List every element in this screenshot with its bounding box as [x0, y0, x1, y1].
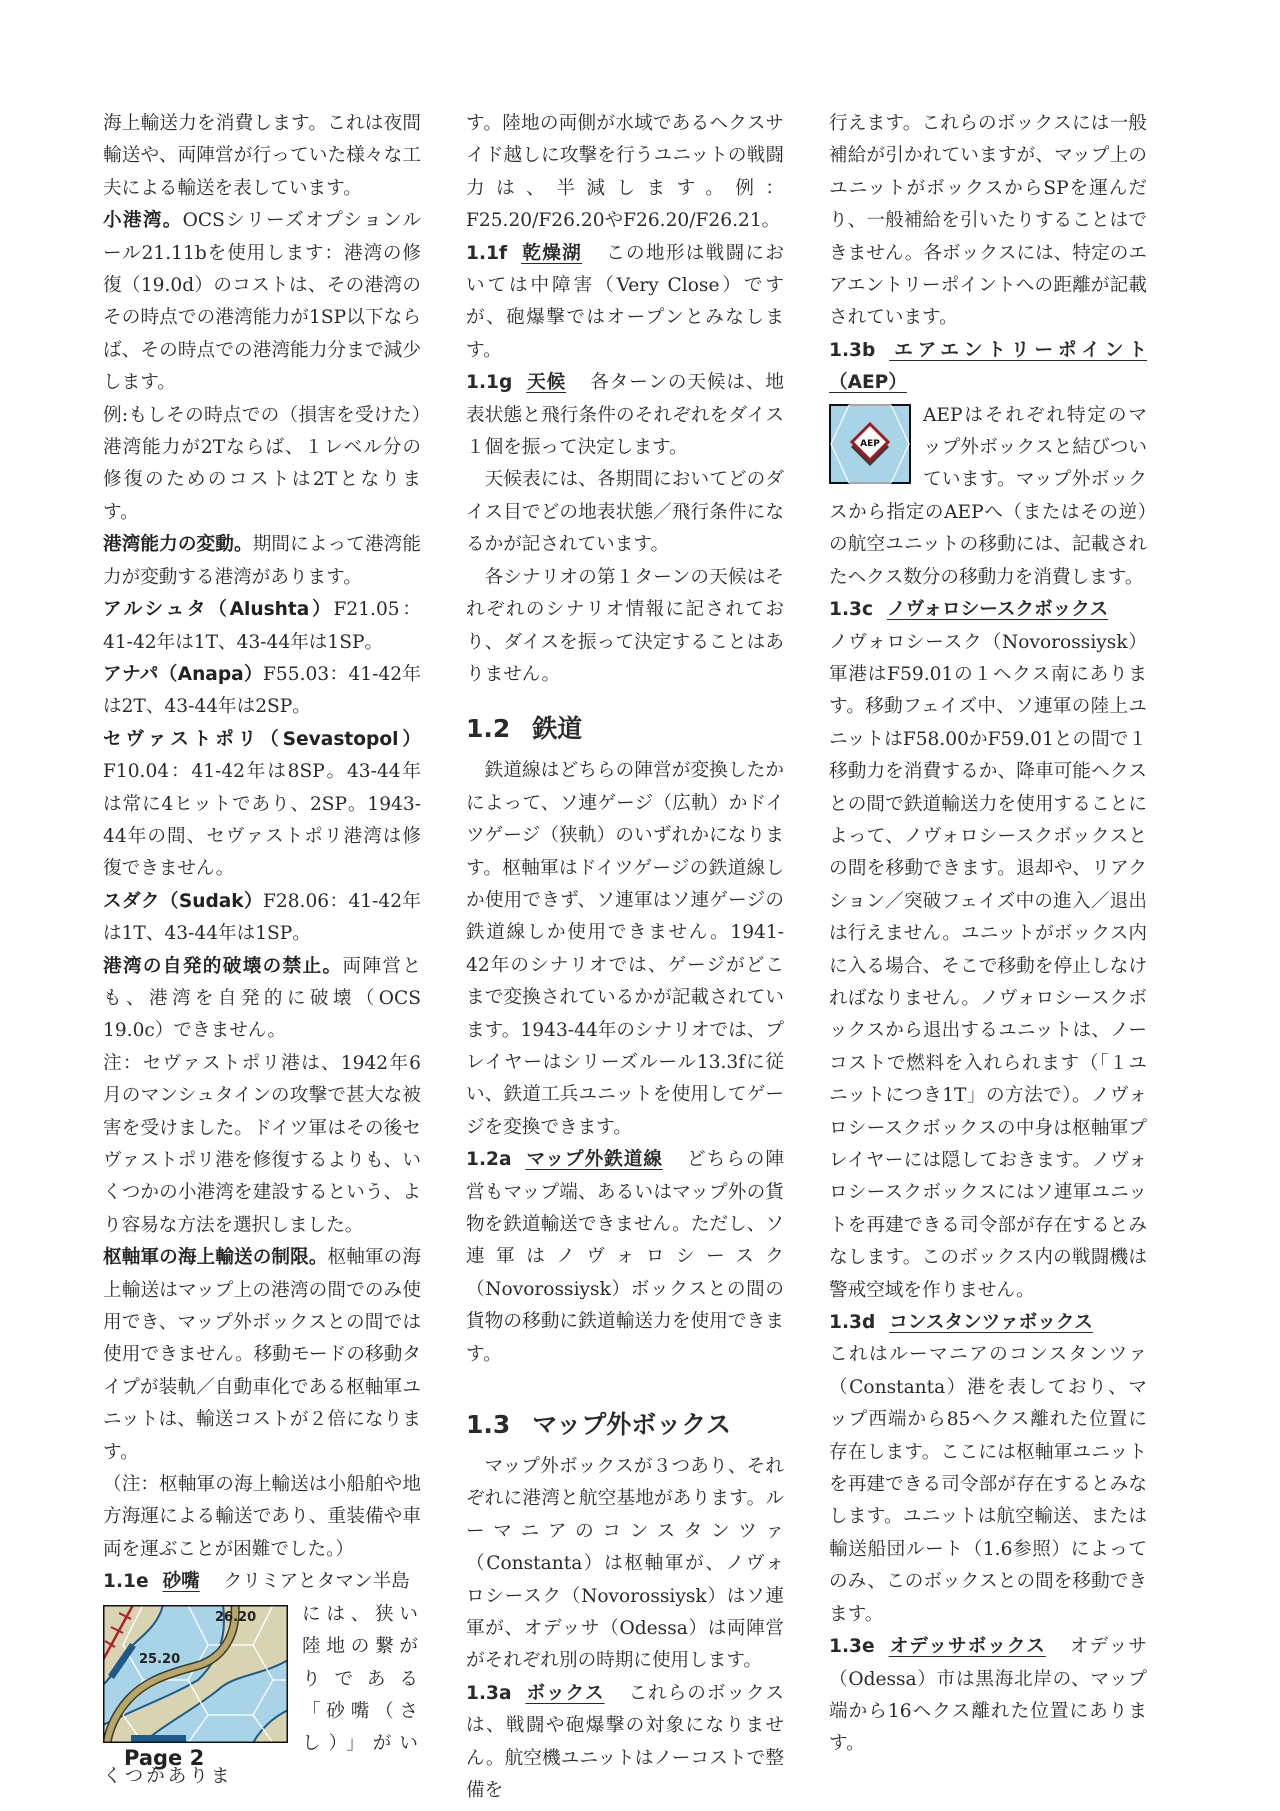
paragraph-anapa — [103, 659, 421, 724]
rule-1-3c — [829, 594, 1147, 1307]
bold-lead: アルシュタ（Alushta） — [103, 599, 334, 621]
body-text: 期間によって港湾能力が変動する港湾があります。 — [103, 534, 421, 588]
paragraph — [103, 108, 421, 205]
bold-lead: アナパ（Anapa） — [103, 663, 264, 685]
body-text: す。陸地の両側が水域であるヘクスサイド越しに攻撃を行うユニットの戦闘力は、半減します。例：F25.20/F26.20やF26.20/F26.21。 — [466, 113, 784, 232]
bold-lead: セヴァストポリ（Sevastopol） — [103, 728, 421, 750]
paragraph — [829, 108, 1147, 335]
body-text: 海上輸送力を消費します。これは夜間輸送や、両陣営が行っていた様々な工夫による輸送を表しています。 — [103, 113, 421, 199]
body-text: オデッサ（Odessa）市は黒海北岸の、マップ端から16ヘクス離れた位置にあります。 — [829, 1636, 1147, 1755]
body-text: 例:もしその時点での（損害を受けた）港湾能力が2Tならば、１レベル分の修復のためのコストは2Tとなります。 — [103, 404, 421, 523]
rule-title: 天候 — [526, 372, 567, 394]
paragraph — [466, 1451, 784, 1678]
bold-lead: スダク（Sudak） — [103, 890, 263, 912]
rule-1-1e — [103, 1566, 421, 1598]
paragraph-minor-ports — [103, 205, 421, 399]
rule-title: オデッサボックス — [888, 1636, 1046, 1658]
rule-1-3a — [466, 1678, 784, 1808]
rule-number: 1.3a — [466, 1682, 512, 1704]
paragraph-no-demolition — [103, 951, 421, 1048]
section-heading-1-3 — [466, 1409, 784, 1441]
body-text: F21.05：41-42年は1T、43-44年は1SP。 — [103, 599, 421, 653]
body-text: 枢軸軍の海上輸送はマップ上の港湾の間でのみ使用でき、マップ外ボックスとの間では使用できません。移動モードの移動タイプが装軌／自動車化である枢軸軍ユニットは、輸送コストが２倍になります。 — [103, 1247, 421, 1463]
rule-1-3b-body — [829, 400, 1147, 594]
body-text: ノヴォロシースク（Novorossiysk）軍港はF59.01の１ヘクス南にあります。移動フェイズ中、ソ連軍の陸上ユニットはF58.00かF59.01との間で１移動力を消費するか、降車可能ヘクスとの間で鉄道輸送力を使用することによって、ノヴォロシースクボックスとの間を移動できます。退却や、リアクション／突破フェイズ中の進入／退出は行えません。ユニットがボックス内に入る場合、そこで移動を停止しなければなりません。ノヴォロシースクボックスから退出するユニットは、ノーコストで燃料を入れられます（「１ユニットにつき1T」の方法で）。ノヴォロシースクボックスの中身は枢軸軍プレイヤーには隠しておきます。ノヴォロシースクボックスにはソ連軍ユニットを再建できる司令部が存在するとみなします。このボックス内の戦闘機は警戒空域を作りません。 — [829, 631, 1147, 1301]
body-text: 注：セヴァストポリ港は、1942年6月のマンシュタインの攻撃で甚大な被害を受けました。ドイツ軍はその後セヴァストポリ港を修復するよりも、いくつかの小港湾を建設するという、より容易な方法を選択しました。 — [103, 1052, 421, 1236]
column-3 — [829, 108, 1147, 1761]
rule-1-2a — [466, 1144, 784, 1371]
paragraph — [466, 755, 784, 1144]
column-2 — [466, 108, 784, 1808]
section-title: 鉄道 — [532, 714, 583, 744]
page-number: Page 2 — [124, 1746, 205, 1770]
paragraph-note-2 — [103, 1469, 421, 1566]
body-text: F10.04：41-42年は8SP。43-44年は常に4ヒットであり、2SP。1943-44年の間、セヴァストポリ港湾は修復できません。 — [103, 761, 421, 880]
section-heading-1-2 — [466, 713, 784, 745]
rule-number: 1.2a — [466, 1149, 512, 1171]
hex-label: 26.20 — [215, 1609, 257, 1625]
rule-1-1g — [466, 367, 784, 464]
paragraph-sudak — [103, 886, 421, 951]
body-text: 各ターンの天候は、地表状態と飛行条件のそれぞれをダイス１個を振って決定します。 — [466, 372, 784, 459]
column-1 — [103, 108, 421, 1793]
body-text: F28.06：41-42年は1T、43-44年は1SP。 — [103, 890, 422, 945]
section-number: 1.3 — [466, 1410, 511, 1440]
rule-title: ボックス — [525, 1682, 605, 1704]
bold-lead: 小港湾。 — [103, 210, 183, 232]
rule-number: 1.3e — [829, 1636, 875, 1658]
paragraph-example — [103, 400, 421, 530]
rule-number: 1.3d — [829, 1312, 876, 1334]
body-text: これらのボックスは、戦闘や砲爆撃の対象になりません。航空機ユニットはノーコストで整備を — [466, 1682, 784, 1802]
rule-title: エアエントリーポイント（AEP） — [829, 339, 1147, 394]
rule-number: 1.1f — [466, 242, 508, 264]
paragraph-port-capacity — [103, 529, 421, 594]
body-text: 鉄道線はどちらの陣営が変換したかによって、ソ連ゲージ（広軌）かドイツゲージ（狭軌）のいずれかになります。枢軸軍はドイツゲージの鉄道線しか使用できず、ソ連軍はソ連ゲージの鉄道線しか使用できません。1941-42年のシナリオでは、ゲージがどこまで変換されているかが記載されています。1943-44年のシナリオでは、プレイヤーはシリーズルール13.3fに従い、鉄道工兵ユニットを使用してゲージを変換できます。 — [466, 760, 784, 1138]
paragraph-note — [103, 1048, 421, 1242]
body-text: 天候表には、各期間においてどのダイス目でどの地表状態／飛行条件になるかが記されています。 — [466, 469, 784, 556]
body-text: AEPはそれぞれ特定のマップ外ボックスと結びついています。マップ外ボックスから指定のAEPへ（またはその逆）の航空ユニットの移動には、記載されたヘクス数分の移動力を消費します。 — [829, 404, 1147, 588]
rule-number: 1.1g — [466, 372, 513, 394]
rule-1-3d — [829, 1307, 1147, 1631]
rule-1-3b-heading — [829, 335, 1147, 400]
aep-label: AEP — [860, 438, 880, 449]
rule-number: 1.3c — [829, 599, 873, 621]
paragraph-axis-sea-transport — [103, 1242, 421, 1469]
rule-title: ノヴォロシースクボックス — [886, 599, 1109, 621]
rule-1-1f — [466, 238, 784, 368]
body-text: どちらの陣営もマップ端、あるいはマップ外の貨物を鉄道輸送できません。ただし、ソ連軍はノヴォロシースク（Novorossiysk）ボックスとの間の貨物の移動に鉄道輸送力を使用できます。 — [466, 1149, 784, 1365]
section-title: マップ外ボックス — [532, 1410, 732, 1440]
body-text: この地形は戦闘においては中障害（Very Close）ですが、砲爆撃ではオープンとみなします。 — [466, 242, 784, 361]
rule-number: 1.3b — [829, 339, 876, 361]
paragraph-alushta — [103, 594, 421, 659]
body-text: これはルーマニアのコンスタンツァ（Constanta）港を表しており、マップ西端から85ヘクス離れた位置に存在します。ここには枢軸軍ユニットを再建できる司令部が存在するとみなします。ユニットは航空輸送、または輸送船団ルート（1.6参照）によってのみ、このボックスとの間を移動できます。 — [829, 1344, 1147, 1625]
rule-title: コンスタンツァボックス — [889, 1312, 1093, 1334]
body-text: マップ外ボックスが３つあり、それぞれに港湾と航空基地があります。ルーマニアのコンスタンツァ（Constanta）は枢軸軍が、ノヴォロシースク（Novorossiysk）はソ連軍が、オデッサ（Odessa）は両陣営がそれぞれ別の時期に使用します。 — [466, 1456, 784, 1672]
rule-number: 1.1e — [103, 1571, 149, 1593]
rule-title: 砂嘴 — [162, 1571, 200, 1593]
body-text: 行えます。これらのボックスには一般補給が引かれていますが、マップ上のユニットがボックスからSPを運んだり、一般補給を引いたりすることはできません。各ボックスには、特定のエアエントリーポイントへの距離が記載されています。 — [829, 113, 1147, 329]
rule-1-3e — [829, 1631, 1147, 1761]
rule-title: マップ外鉄道線 — [525, 1149, 663, 1171]
paragraph — [466, 562, 784, 692]
body-text: クリミアとタマン半島 — [223, 1571, 410, 1593]
paragraph — [466, 108, 784, 238]
body-text: 両陣営とも、港湾を自発的に破壊（OCS 19.0c）できません。 — [103, 955, 421, 1042]
bold-lead: 港湾の自発的破壊の禁止。 — [103, 955, 343, 977]
body-text: 各シナリオの第１ターンの天候はそれぞれのシナリオ情報に記されており、ダイスを振って決定することはありません。 — [466, 566, 784, 685]
body-text: （注：枢軸軍の海上輸送は小船舶や地方海運による輸送であり、重装備や車両を運ぶことが困難でした。） — [103, 1474, 421, 1560]
rule-title: 乾燥湖 — [521, 242, 583, 264]
body-text: F55.03：41-42年は2T、43-44年は2SP。 — [103, 663, 421, 718]
section-number: 1.2 — [466, 714, 511, 744]
paragraph — [466, 464, 784, 561]
bold-lead: 港湾能力の変動。 — [103, 534, 253, 556]
hex-label: 25.20 — [139, 1651, 181, 1667]
bold-lead: 枢軸軍の海上輸送の制限。 — [103, 1247, 328, 1269]
spit-map-figure — [103, 1605, 288, 1743]
body-text: には、狭い陸地の繋がりである「砂嘴（さし）」がいくつかありま — [103, 1603, 421, 1787]
paragraph-sevastopol — [103, 724, 421, 886]
body-text: OCSシリーズオプションルール21.11bを使用します：港湾の修復（19.0d）のコストは、その港湾のその時点での港湾能力が1SP以下ならば、その時点での港湾能力分まで減少します。 — [103, 210, 421, 394]
aep-icon — [829, 404, 911, 484]
